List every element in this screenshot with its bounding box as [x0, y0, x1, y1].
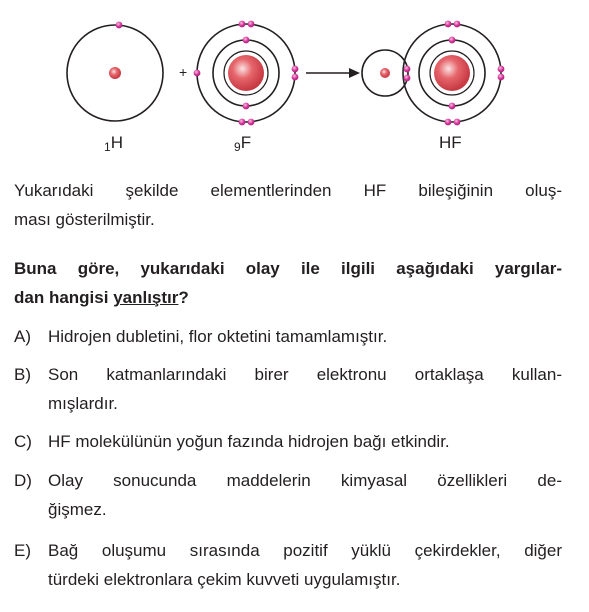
- f-electron: [239, 21, 246, 28]
- option-line: Bağ oluşumu sırasında pozitif yüklü çekirdekler, diğer: [48, 541, 562, 560]
- intro-line-1: Yukarıdaki şekilde elementlerinden HF bileşiğinin oluş-: [14, 181, 562, 200]
- hf-shared-electron: [404, 75, 411, 82]
- hf-f-nucleus: [434, 55, 470, 91]
- intro-text: [14, 176, 562, 234]
- option-letter: B): [14, 365, 31, 384]
- hf-electron: [498, 74, 505, 81]
- question-prefix: dan hangisi: [14, 288, 114, 307]
- question-line-1: Buna göre, yukarıdaki olay ile ilgili aşağıdaki yargılar-: [14, 259, 562, 278]
- hf-electron: [445, 119, 452, 126]
- hf-shared-electron: [404, 66, 411, 73]
- f-electron: [239, 119, 246, 126]
- fluorine-symbol: F: [240, 133, 252, 152]
- f-electron: [243, 37, 250, 44]
- hf-molecule: [362, 21, 504, 126]
- f-electron: [292, 66, 299, 73]
- question-keyword: yanlıştır: [113, 288, 179, 307]
- option-letter: D): [14, 471, 32, 490]
- reaction-arrow: [306, 68, 360, 78]
- option-line: Son katmanlarındaki birer elektronu ortaklaşa kullan-: [48, 365, 562, 384]
- hf-formation-diagram: [0, 0, 589, 160]
- f-nucleus: [228, 55, 264, 91]
- fluorine-atom: [194, 21, 299, 126]
- hf-electron: [454, 119, 461, 126]
- option-letter: C): [14, 432, 32, 451]
- option-text: [48, 322, 562, 351]
- option-text: [48, 466, 562, 524]
- hydrogen-atomic-number: 1: [104, 140, 111, 154]
- hf-electron: [454, 21, 461, 28]
- option-line: türdeki elektronlara çekim kuvveti uygulamıştır.: [48, 570, 401, 589]
- hf-electron: [449, 37, 456, 44]
- product-label: HF: [439, 133, 462, 152]
- f-electron: [248, 21, 255, 28]
- question-line-2: [14, 283, 562, 312]
- fluorine-atomic-number: 9: [234, 140, 241, 154]
- f-electron: [243, 103, 250, 110]
- fluorine-label: [234, 133, 251, 154]
- option-line: Hidrojen dubletini, flor oktetini tamamlamıştır.: [48, 327, 388, 346]
- option-line: ğişmez.: [48, 500, 107, 519]
- f-electron: [292, 74, 299, 81]
- intro-line-2: ması gösterilmiştir.: [14, 210, 155, 229]
- hydrogen-label: [104, 133, 123, 154]
- question-mark: ?: [178, 288, 189, 307]
- plus-sign: +: [179, 64, 188, 80]
- f-electron: [248, 119, 255, 126]
- f-electron: [194, 70, 201, 77]
- hf-electron: [445, 21, 452, 28]
- option-line: Olay sonucunda maddelerin kimyasal özellikleri de-: [48, 471, 562, 490]
- h-electron: [116, 22, 123, 29]
- option-line: mışlardır.: [48, 394, 118, 413]
- option-text: [48, 360, 562, 418]
- option-text: [48, 427, 562, 456]
- option-line: HF molekülünün yoğun fazında hidrojen bağı etkindir.: [48, 432, 450, 451]
- option-letter: E): [14, 541, 31, 560]
- hf-h-nucleus: [380, 68, 390, 78]
- hydrogen-atom: [67, 22, 163, 121]
- hydrogen-symbol: H: [110, 133, 123, 152]
- option-letter: A): [14, 327, 31, 346]
- option-text: [48, 536, 562, 594]
- question-text: [14, 254, 562, 312]
- hf-electron: [498, 66, 505, 73]
- h-nucleus: [109, 67, 121, 79]
- hf-electron: [449, 103, 456, 110]
